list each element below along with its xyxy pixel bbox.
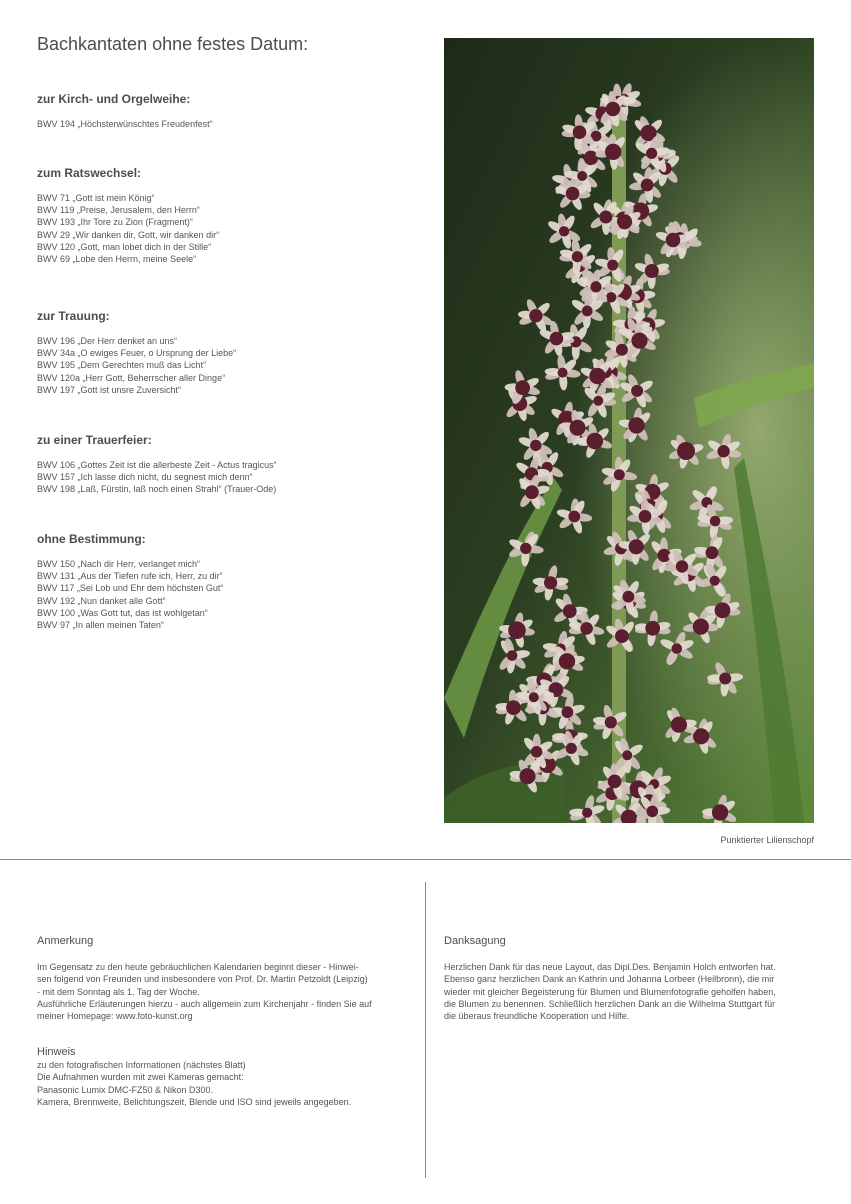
cantata-list [37, 558, 417, 631]
list-item: BWV 106 „Gottes Zeit ist die allerbeste Zeit - Actus tragicus“ [37, 460, 277, 470]
anmerkung-block [37, 935, 402, 1022]
hinweis-line: zu den fotografischen Informationen (nächstes Blatt) [37, 1060, 246, 1070]
cantata-list [37, 335, 417, 396]
anmerkung-line: Ausführliche Erläuterungen hierzu - auch allgemein zum Kirchenjahr - finden Sie auf [37, 998, 372, 1009]
danksagung-heading: Danksagung [444, 935, 506, 947]
cantata-list [37, 459, 417, 496]
list-item: BWV 117 „Sei Lob und Ehr dem höchsten Gut“ [37, 583, 224, 594]
section-trauerfeier [37, 433, 417, 496]
list-item: BWV 29 „Wir danken dir, Gott, wir danken dir“ [37, 229, 220, 240]
hinweis-heading: Hinweis [37, 1046, 76, 1058]
list-item: BWV 197 „Gott ist unsre Zuversicht“ [37, 384, 182, 395]
hinweis-line: Kamera, Brennweite, Belichtungszeit, Blende und ISO sind jeweils angegeben. [37, 1096, 352, 1107]
lily-illustration [444, 38, 814, 823]
list-item: BWV 100 „Was Gott tut, das ist wohlgetan“ [37, 607, 208, 618]
list-item: BWV 34a „O ewiges Feuer, o Ursprung der Liebe“ [37, 348, 237, 359]
anmerkung-heading: Anmerkung [37, 935, 94, 947]
anmerkung-line: - mit dem Sonntag als 1. Tag der Woche. [37, 986, 200, 997]
anmerkung-line: sen folgend von Freunden und insbesondere von Prof. Dr. Martin Petzoldt (Leipzig) [37, 974, 368, 985]
list-item: BWV 71 „Gott ist mein König“ [37, 193, 155, 203]
hinweis-block [37, 1046, 402, 1108]
list-item: BWV 69 „Lobe den Herrn, meine Seele“ [37, 254, 197, 265]
photo-caption: Punktierter Lilienschopf [720, 835, 814, 845]
section-heading: zum Ratswechsel: [37, 166, 142, 180]
list-item: BWV 193 „Ihr Tore zu Zion (Fragment)“ [37, 217, 193, 228]
list-item: BWV 120a „Herr Gott, Beherrscher aller Dinge“ [37, 372, 226, 383]
list-item: BWV 119 „Preise, Jerusalem, den Herrn“ [37, 205, 200, 216]
horizontal-divider [0, 859, 851, 860]
section-heading: ohne Bestimmung: [37, 532, 146, 546]
list-item: BWV 157 „Ich lasse dich nicht, du segnest mich denn“ [37, 472, 253, 483]
list-item: BWV 120 „Gott, man lobet dich in der Stille“ [37, 241, 212, 252]
section-heading: zu einer Trauerfeier: [37, 433, 152, 447]
section-kirch-orgelweihe [37, 92, 417, 130]
page-title: Bachkantaten ohne festes Datum: [37, 34, 309, 54]
list-item: BWV 131 „Aus der Tiefen rufe ich, Herr, zu dir“ [37, 571, 223, 582]
anmerkung-line: meiner Homepage: www.foto-kunst.org [37, 1011, 193, 1022]
section-heading: zur Trauung: [37, 309, 110, 323]
list-item: BWV 150 „Nach dir Herr, verlanget mich“ [37, 559, 201, 569]
list-item: BWV 196 „Der Herr denket an uns“ [37, 336, 178, 346]
anmerkung-line: Im Gegensatz zu den heute gebräuchlichen Kalendarien beginnt dieser - Hinwei- [37, 962, 359, 972]
danksagung-line: wieder mit gleicher Begeisterung für Blumen und Blumenfotografie geholfen haben, [444, 986, 776, 997]
section-ratswechsel [37, 166, 417, 265]
vertical-divider [425, 882, 426, 1178]
danksagung-line: die Blumen zu benennen. Schließlich herzlichen Dank an die Wilhelma Stuttgart für [444, 998, 776, 1009]
danksagung-line: die überaus freundliche Kooperation und Hilfe. [444, 1011, 630, 1022]
list-item: BWV 97 „In allen meinen Taten“ [37, 620, 164, 631]
list-item: BWV 195 „Dem Gerechten muß das Licht“ [37, 360, 207, 371]
hinweis-line: Die Aufnahmen wurden mit zwei Kameras gemacht: [37, 1072, 244, 1083]
list-item: BWV 192 „Nun danket alle Gott“ [37, 595, 166, 606]
danksagung-line: Ebenso ganz herzlichen Dank an Kathrin und Johanna Lorbeer (Heilbronn), die mir [444, 974, 775, 985]
section-heading: zur Kirch- und Orgelweihe: [37, 92, 191, 106]
danksagung-block [444, 935, 819, 1022]
section-ohne-bestimmung [37, 532, 417, 631]
danksagung-line: Herzlichen Dank für das neue Layout, das Dipl.Des. Benjamin Holch entworfen hat. [444, 962, 776, 972]
cantata-list [37, 118, 417, 130]
flower-photo [444, 38, 814, 823]
cantata-list [37, 192, 417, 265]
hinweis-line: Panasonic Lumix DMC-FZ50 & Nikon D300. [37, 1084, 214, 1095]
list-item: BWV 194 „Höchsterwünschtes Freudenfest“ [37, 119, 213, 129]
list-item: BWV 198 „Laß, Fürstin, laß noch einen Strahl“ (Trauer-Ode) [37, 484, 277, 495]
section-trauung [37, 309, 417, 396]
